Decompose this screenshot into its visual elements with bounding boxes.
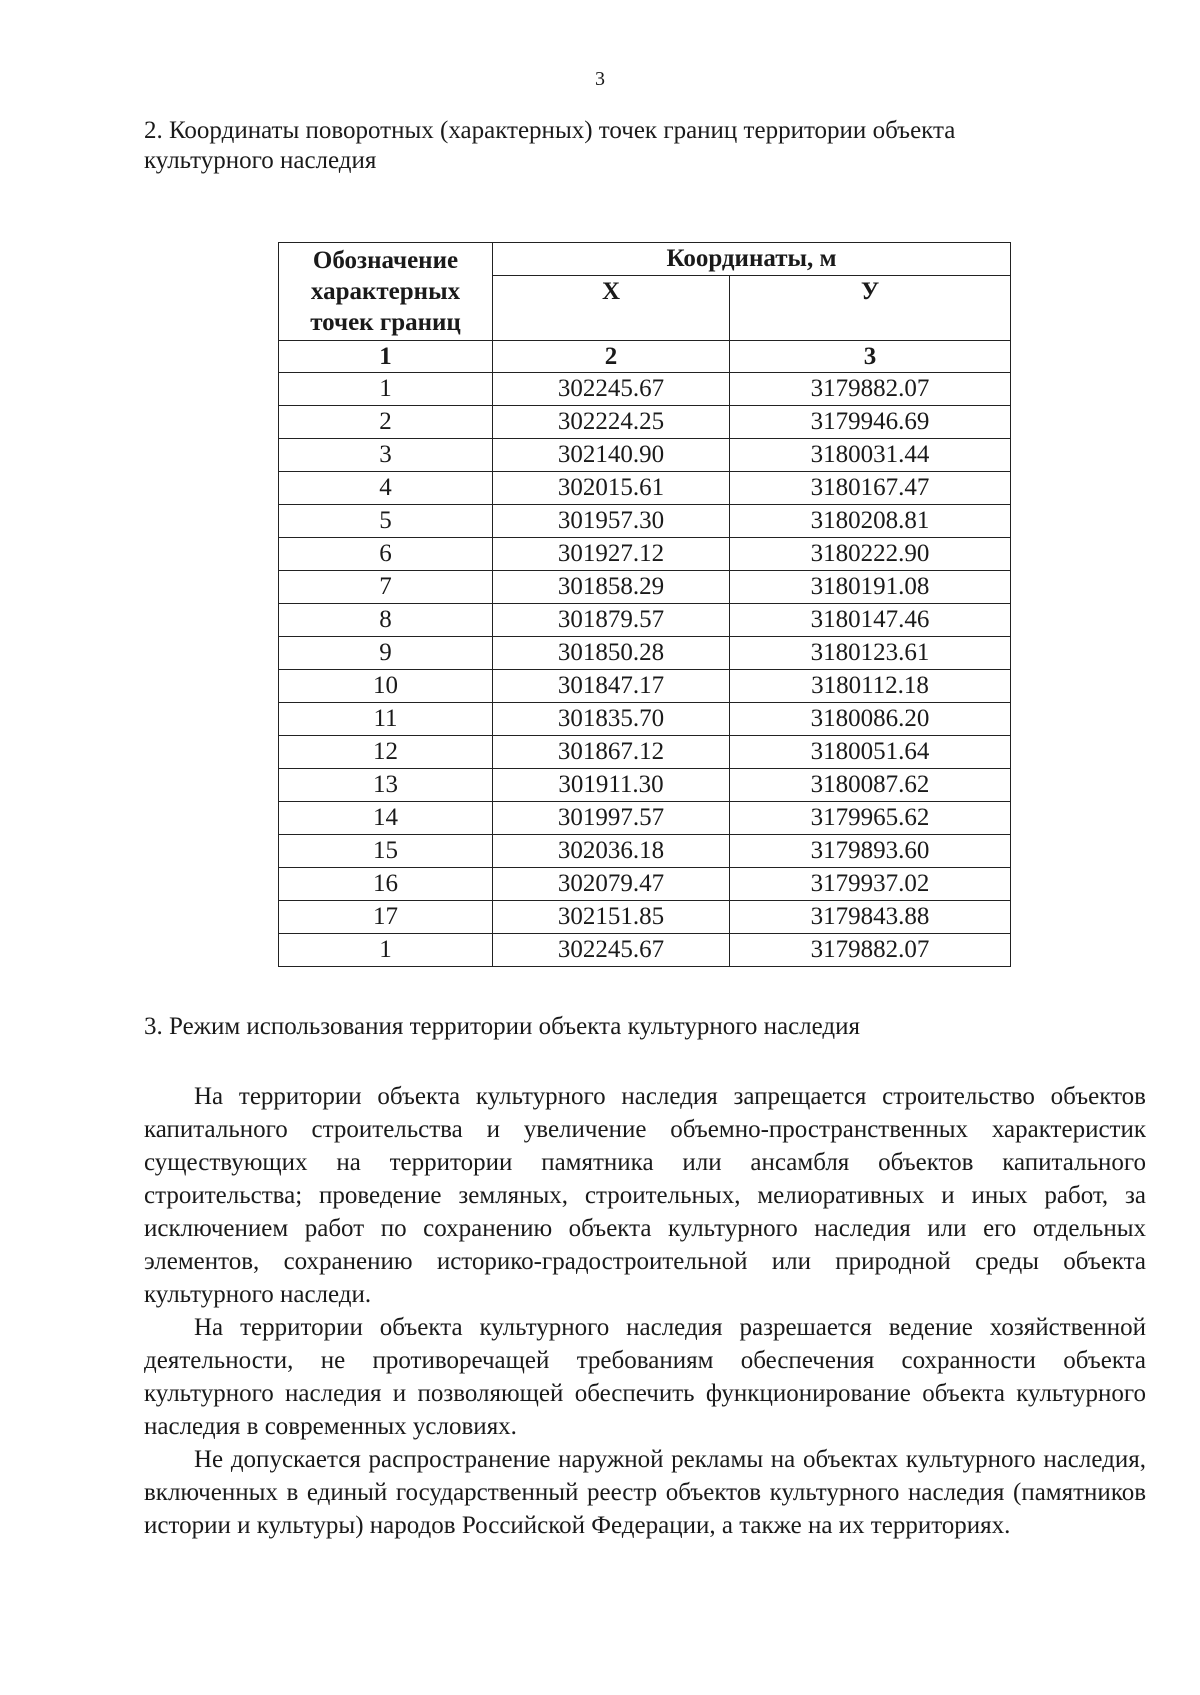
point-cell: 9 [279, 637, 493, 670]
header-y: У [730, 276, 1011, 341]
paragraph: Не допускается распространение наружной рекламы на объектах культурного наследия, включенных в единый государственный реестр объектов культурного наследия (памятников истории и культуры) народов Российской Федерации, а также на их территориях. [144, 1446, 1146, 1539]
table-row [279, 802, 1011, 835]
section-2-heading: 2. Координаты поворотных (характерных) точек границ территории объекта культурного наследия [144, 117, 956, 174]
x-coordinate-cell: 301957.30 [493, 505, 730, 538]
x-coordinate-cell: 301835.70 [493, 703, 730, 736]
table-row [279, 901, 1011, 934]
table-row [279, 604, 1011, 637]
x-coordinate-cell: 301997.57 [493, 802, 730, 835]
point-cell: 6 [279, 538, 493, 571]
y-coordinate-cell: 3180086.20 [730, 703, 1011, 736]
x-coordinate-cell: 301850.28 [493, 637, 730, 670]
x-coordinate-cell: 302036.18 [493, 835, 730, 868]
table-row [279, 505, 1011, 538]
header-coordinates: Координаты, м [493, 243, 1011, 276]
point-cell: 7 [279, 571, 493, 604]
point-cell: 12 [279, 736, 493, 769]
coordinates-table [278, 242, 1011, 967]
point-cell: 3 [279, 439, 493, 472]
x-coordinate-cell: 302245.67 [493, 373, 730, 406]
point-cell: 14 [279, 802, 493, 835]
column-number: 2 [493, 341, 730, 373]
table-row [279, 571, 1011, 604]
point-cell: 1 [279, 934, 493, 967]
point-cell: 13 [279, 769, 493, 802]
table-row [279, 736, 1011, 769]
table-row [279, 670, 1011, 703]
table-row [279, 934, 1011, 967]
y-coordinate-cell: 3179965.62 [730, 802, 1011, 835]
table-body [279, 373, 1011, 967]
point-cell: 4 [279, 472, 493, 505]
point-cell: 16 [279, 868, 493, 901]
y-coordinate-cell: 3180222.90 [730, 538, 1011, 571]
y-coordinate-cell: 3179893.60 [730, 835, 1011, 868]
x-coordinate-cell: 301879.57 [493, 604, 730, 637]
column-number: 1 [279, 341, 493, 373]
table-row [279, 406, 1011, 439]
x-coordinate-cell: 302151.85 [493, 901, 730, 934]
y-coordinate-cell: 3179843.88 [730, 901, 1011, 934]
table-row [279, 538, 1011, 571]
y-coordinate-cell: 3180167.47 [730, 472, 1011, 505]
y-coordinate-cell: 3180208.81 [730, 505, 1011, 538]
y-coordinate-cell: 3179937.02 [730, 868, 1011, 901]
x-coordinate-cell: 301858.29 [493, 571, 730, 604]
x-coordinate-cell: 301847.17 [493, 670, 730, 703]
point-cell: 17 [279, 901, 493, 934]
page-number: 3 [595, 68, 605, 90]
table-row [279, 373, 1011, 406]
table-row [279, 868, 1011, 901]
table-row [279, 472, 1011, 505]
x-coordinate-cell: 301927.12 [493, 538, 730, 571]
y-coordinate-cell: 3179882.07 [730, 934, 1011, 967]
table-row [279, 439, 1011, 472]
y-coordinate-cell: 3180031.44 [730, 439, 1011, 472]
y-coordinate-cell: 3180147.46 [730, 604, 1011, 637]
x-coordinate-cell: 302245.67 [493, 934, 730, 967]
table-row [279, 835, 1011, 868]
y-coordinate-cell: 3179946.69 [730, 406, 1011, 439]
y-coordinate-cell: 3180112.18 [730, 670, 1011, 703]
table-row [279, 637, 1011, 670]
y-coordinate-cell: 3180087.62 [730, 769, 1011, 802]
point-cell: 1 [279, 373, 493, 406]
point-cell: 15 [279, 835, 493, 868]
point-cell: 8 [279, 604, 493, 637]
y-coordinate-cell: 3180051.64 [730, 736, 1011, 769]
x-coordinate-cell: 302140.90 [493, 439, 730, 472]
section-3-heading: 3. Режим использования территории объекта культурного наследия [144, 1013, 861, 1040]
x-coordinate-cell: 302224.25 [493, 406, 730, 439]
header-point-label: Обозначение характерных точек границ [279, 243, 493, 341]
x-coordinate-cell: 302015.61 [493, 472, 730, 505]
x-coordinate-cell: 302079.47 [493, 868, 730, 901]
x-coordinate-cell: 301911.30 [493, 769, 730, 802]
paragraph: На территории объекта культурного наследия запрещается строительство объектов капитального строительства и увеличение объемно-пространственных характеристик существующих на территории памятника или ансамбля объектов капитального строительства; проведение земляных, строительных, мелиоративных и иных работ, за исключением работ по сохранению объекта культурного наследия или его отдельных элементов, сохранению историко-градостроительной или природной среды объекта культурного наследи. [144, 1083, 1146, 1308]
y-coordinate-cell: 3180191.08 [730, 571, 1011, 604]
point-cell: 2 [279, 406, 493, 439]
column-number: 3 [730, 341, 1011, 373]
point-cell: 10 [279, 670, 493, 703]
section-3-body [144, 1080, 1146, 1542]
point-cell: 5 [279, 505, 493, 538]
paragraph: На территории объекта культурного наследия разрешается ведение хозяйственной деятельности, не противоречащей требованиям обеспечения сохранности объекта культурного наследия и позволяющей обеспечить функционирование объекта культурного наследия в современных условиях. [144, 1314, 1146, 1440]
point-cell: 11 [279, 703, 493, 736]
y-coordinate-cell: 3179882.07 [730, 373, 1011, 406]
table-row [279, 703, 1011, 736]
header-x: Х [493, 276, 730, 341]
table-row [279, 769, 1011, 802]
x-coordinate-cell: 301867.12 [493, 736, 730, 769]
y-coordinate-cell: 3180123.61 [730, 637, 1011, 670]
